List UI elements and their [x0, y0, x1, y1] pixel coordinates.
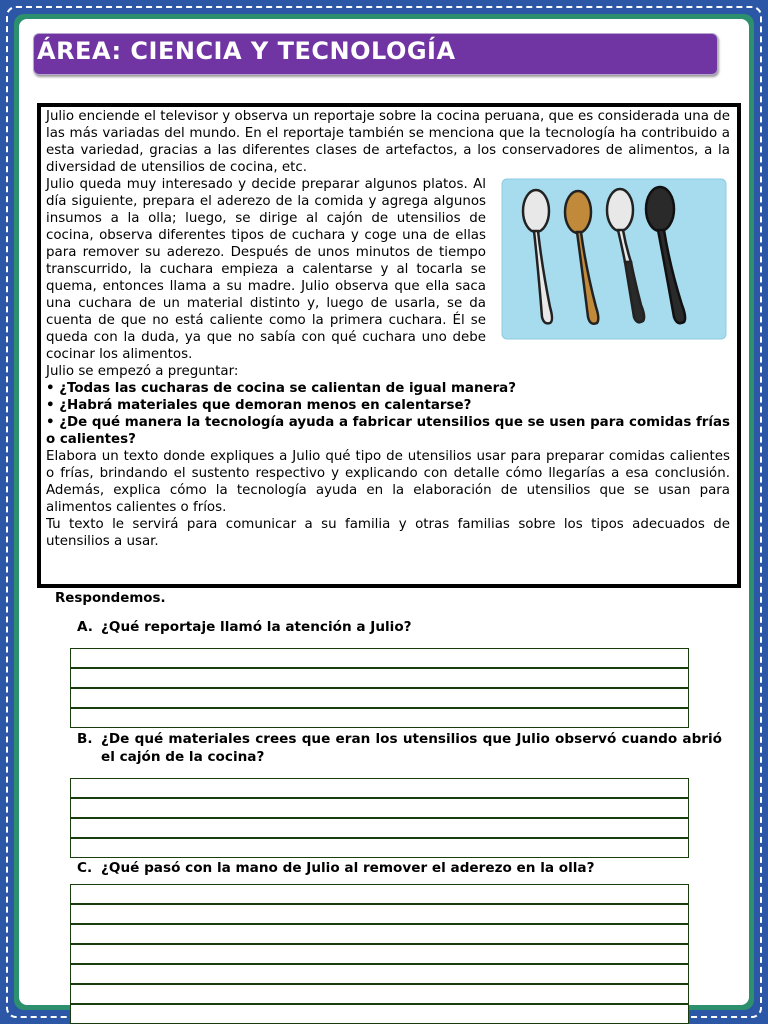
reading-question-1: • ¿Todas las cucharas de cocina se calientan de igual manera? [46, 381, 516, 396]
question-text: ¿Qué reportaje llamó la atención a Julio? [101, 619, 412, 635]
spoons-illustration-icon [498, 177, 730, 345]
answer-line-b2[interactable] [70, 798, 689, 818]
reading-paragraph-4: Elabora un texto donde expliques a Julio qué tipo de utensilios usar para preparar comidas calientes o frías, brindando el sustento respectivo y explicando con detalle cómo llegarías a esa conclusión. Además, explica cómo la tecnología ayuda en la elaboración de utensilios que se usan para alimentos calientes o fríos. [46, 449, 730, 515]
answer-line-c6[interactable] [70, 984, 689, 1004]
answer-line-a1[interactable] [70, 648, 689, 668]
answer-line-c4[interactable] [70, 944, 689, 964]
reading-question-2: • ¿Habrá materiales que demoran menos en calentarse? [46, 398, 472, 413]
question-a [77, 618, 722, 636]
answer-line-b1[interactable] [70, 778, 689, 798]
answers-heading: Respondemos. [55, 591, 166, 606]
answer-line-c2[interactable] [70, 904, 689, 924]
question-c [77, 859, 722, 877]
question-letter: A. [77, 619, 93, 635]
question-b [77, 730, 722, 766]
answer-line-c1[interactable] [70, 884, 689, 904]
page-title: ÁREA: CIENCIA Y TECNOLOGÍA [37, 37, 456, 65]
question-text: ¿Qué pasó con la mano de Julio al remover el aderezo en la olla? [101, 860, 595, 876]
reading-paragraph-3: Julio se empezó a preguntar: [46, 364, 239, 379]
reading-question-3: • ¿De qué manera la tecnología ayuda a fabricar utensilios que se usen para comidas frías o calientes? [46, 415, 730, 447]
answer-line-a3[interactable] [70, 688, 689, 708]
answer-line-c7[interactable] [70, 1004, 689, 1024]
reading-text [46, 108, 730, 550]
answer-line-c5[interactable] [70, 964, 689, 984]
reading-paragraph-2: Julio queda muy interesado y decide preparar algunos platos. Al día siguiente, prepara el aderezo de la comida y agrega algunos insumos a la olla; luego, se dirige al cajón de utensilios de cocina, observa diferentes tipos de cuchara y coge una de ellas para remover su aderezo. Después de unos minutos de tiempo transcurrido, la cuchara empieza a calentarse y al tocarla se quema, entonces llama a su madre. Julio observa que ella saca una cuchara de un material distinto y, luego de usarla, se da cuenta de que no está caliente como la primera cuchara. Él se queda con la duda, ya que no sabía con qué cuchara uno debe cocinar los alimentos. [46, 177, 486, 362]
question-text: ¿De qué materiales crees que eran los utensilios que Julio observó cuando abrió el cajón de la cocina? [101, 731, 722, 765]
answer-line-b3[interactable] [70, 818, 689, 838]
answer-line-c3[interactable] [70, 924, 689, 944]
reading-paragraph-5: Tu texto le servirá para comunicar a su familia y otras familias sobre los tipos adecuados de utensilios a usar. [46, 517, 730, 549]
reading-paragraph-1: Julio enciende el televisor y observa un reportaje sobre la cocina peruana, que es considerada una de las más variadas del mundo. En el reportaje también se menciona que la tecnología ha contribuido a esta variedad, gracias a las diferentes clases de artefactos, a los conservadores de alimentos, a la diversidad de utensilios de cocina, etc. [46, 109, 730, 175]
question-letter: C. [77, 860, 93, 876]
answer-line-b4[interactable] [70, 838, 689, 858]
answer-line-a2[interactable] [70, 668, 689, 688]
answer-line-a4[interactable] [70, 708, 689, 728]
question-letter: B. [77, 731, 93, 747]
